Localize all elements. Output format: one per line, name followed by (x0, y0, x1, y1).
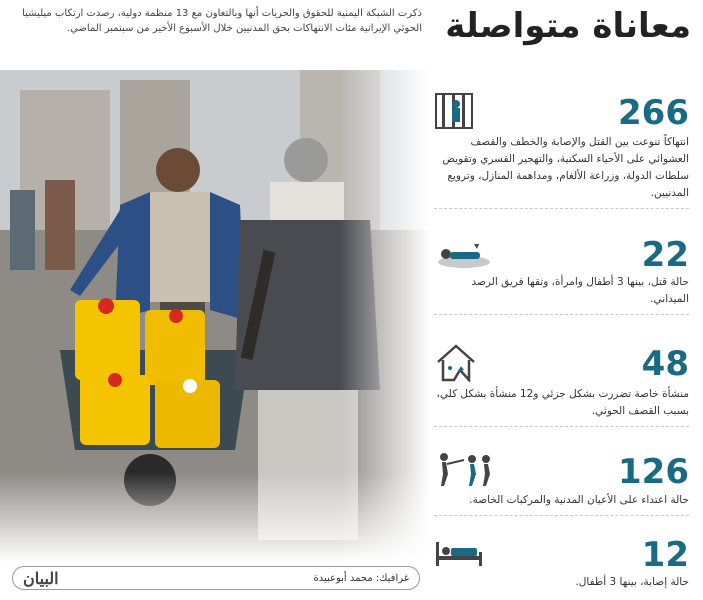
stat-description: حالة إصابة، بينها 3 أطفال. (575, 576, 689, 588)
stat-number: 22 (641, 235, 689, 275)
stat-block (434, 536, 689, 597)
stat-block (434, 236, 689, 315)
credit-bar (12, 566, 420, 590)
stat-number: 266 (618, 93, 689, 133)
stat-block (434, 342, 689, 427)
prison-bars-icon (434, 92, 474, 134)
armed-assault-icon (434, 452, 494, 492)
intro-text: ذكرت الشبكة اليمنية للحقوق والحريات أنها وبالتعاون مع 13 منظمة دولية، رصدت ارتكاب ميليشيا الحوثي الإيرانية مئات الانتهاكات بحق المدنيين خلال الأسبوع الأخير من سبتمبر الماضي. (22, 8, 422, 34)
stat-description: حالة اعتداء على الأعيان المدنية والمركبات الخاصة. (469, 494, 689, 506)
stat-description: انتهاكاً تنوعت بين القتل والإصابة والخطف والقصف العشوائي على الأحياء السكنية، والتهجير القسري وتقويض سلطات الدولة، وزراعة الألغام، ومداهمة المنازل، وترويع المدنيين. (442, 136, 689, 199)
photo (0, 70, 430, 562)
damaged-house-icon (434, 342, 478, 386)
stat-description: حالة قتل، بينها 3 أطفال وامرأة، وثقها فريق الرصد الميداني. (471, 276, 689, 305)
stat-number: 126 (618, 452, 689, 492)
hospital-bed-icon (434, 538, 484, 572)
stat-number: 48 (641, 344, 689, 384)
casualty-icon (434, 236, 494, 274)
stat-block (434, 92, 689, 209)
stat-block (434, 452, 689, 516)
stat-number: 12 (641, 535, 689, 575)
page-title: معاناة متواصلة (445, 6, 691, 46)
graphic-credit: غرافيك: محمد أبوعبيدة (313, 572, 409, 584)
publisher-logo: البيان (23, 568, 59, 588)
stat-description: منشأة خاصة تضررت بشكل جزئي و12 منشأة بشكل كلي، بسبب القصف الحوثي. (436, 388, 689, 417)
